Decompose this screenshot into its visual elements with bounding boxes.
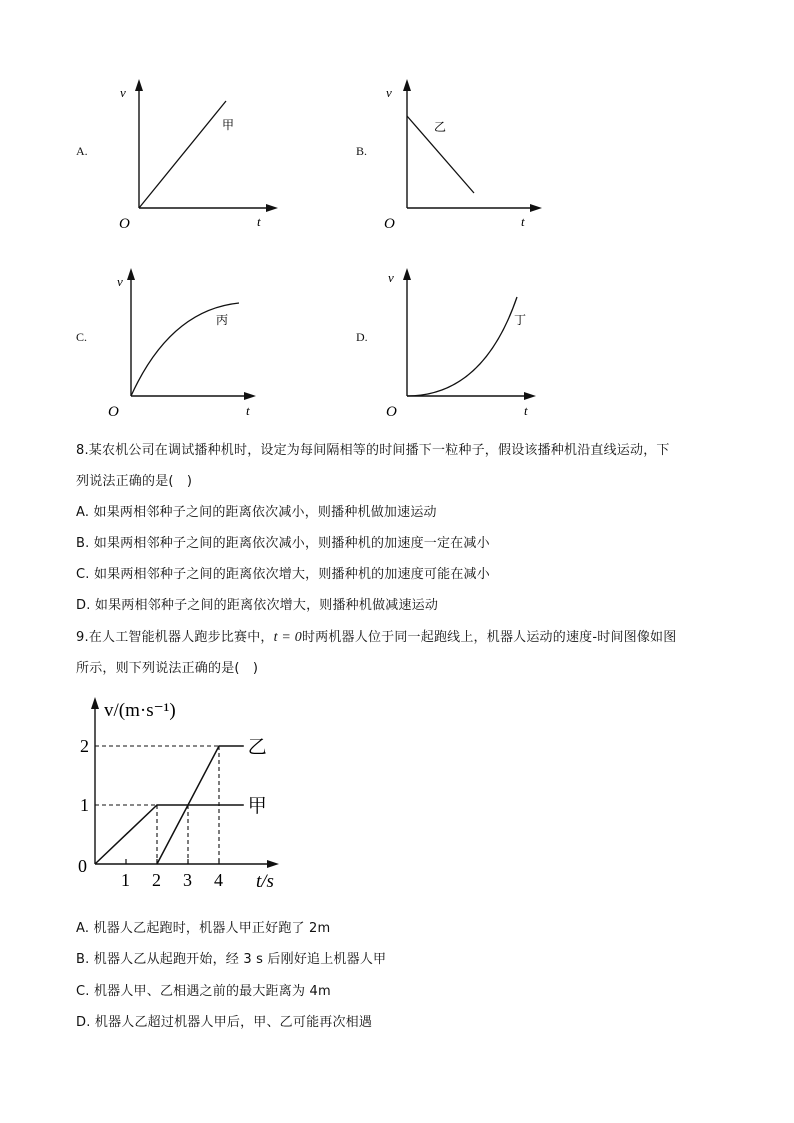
svg-text:乙: 乙 [434, 120, 447, 134]
x-label: t [257, 214, 261, 229]
x-tick-label-2: 2 [152, 870, 161, 890]
q9-option-b: B. 机器人乙从起跑开始，经 3 s 后刚好追上机器人甲 [76, 952, 387, 967]
series-label-jia: 甲 [247, 796, 267, 817]
q9-option-a: A. 机器人乙起跑时，机器人甲正好跑了 2m [76, 921, 331, 936]
y-axis-arrow [91, 697, 99, 709]
q9-option-d: D. 机器人乙超过机器人甲后，甲、乙可能再次相遇 [76, 1015, 373, 1030]
svg-text:丁: 丁 [514, 313, 527, 327]
y-axis-title: v/(m·s⁻¹) [104, 700, 176, 721]
y-tick-label-1: 1 [80, 795, 89, 815]
q9-stem-line1: 9.在人工智能机器人跑步比赛中，t = 0时两机器人位于同一起跑线上，机器人运动的速度-时间图像如图 [76, 630, 677, 645]
series-label-yi: 乙 [247, 737, 267, 758]
svg-text:v: v [117, 274, 123, 289]
graph-c [100, 262, 280, 422]
curve-ding [407, 297, 517, 396]
q8-stem-line2: 列说法正确的是( ) [76, 474, 193, 489]
svg-text:t: t [246, 403, 250, 418]
option-a-label: A. [76, 144, 88, 158]
q8-stem-line1: 8.某农机公司在调试播种机时，设定为每间隔相等的时间播下一粒种子，假设该播种机沿直线运动，下 [76, 443, 670, 458]
vt-chart [76, 690, 306, 900]
q8-option-d: D. 如果两相邻种子之间的距离依次增大，则播种机做减速运动 [76, 598, 439, 613]
q9-option-c: C. 机器人甲、乙相遇之前的最大距离为 4m [76, 984, 331, 999]
q8-option-c: C. 如果两相邻种子之间的距离依次增大，则播种机的加速度可能在减小 [76, 567, 490, 582]
svg-text:O: O [384, 216, 395, 232]
graph-a [110, 75, 290, 235]
series-line-jia [95, 805, 244, 864]
x-tick-label-3: 3 [183, 870, 192, 890]
svg-text:丙: 丙 [216, 313, 229, 327]
y-label: v [120, 85, 126, 100]
origin-zero: 0 [78, 856, 87, 876]
svg-text:O: O [108, 404, 119, 420]
svg-text:O: O [386, 404, 397, 420]
option-c-label: C. [76, 330, 88, 344]
q9-stem-line2: 所示，则下列说法正确的是( ) [76, 661, 259, 676]
curve-label: 甲 [222, 118, 235, 132]
svg-text:v: v [386, 85, 392, 100]
x-axis-arrow [266, 204, 278, 212]
svg-text:t: t [524, 403, 528, 418]
graph-b [378, 75, 558, 235]
graph-d [378, 262, 558, 422]
q8-option-a: A. 如果两相邻种子之间的距离依次减小，则播种机做加速运动 [76, 505, 437, 520]
svg-text:t: t [521, 214, 525, 229]
x-tick-label-1: 1 [121, 870, 130, 890]
option-b-label: B. [356, 144, 368, 158]
x-axis-title: t/s [256, 871, 274, 892]
svg-text:v: v [388, 270, 394, 285]
x-axis-arrow [267, 860, 279, 868]
q8-option-b: B. 如果两相邻种子之间的距离依次减小，则播种机的加速度一定在减小 [76, 536, 490, 551]
y-tick-label-2: 2 [80, 736, 89, 756]
curve-jia [139, 101, 226, 208]
origin-label: O [119, 216, 130, 232]
x-tick-label-4: 4 [214, 870, 223, 890]
y-axis-arrow [135, 79, 143, 91]
option-d-label: D. [356, 330, 368, 344]
